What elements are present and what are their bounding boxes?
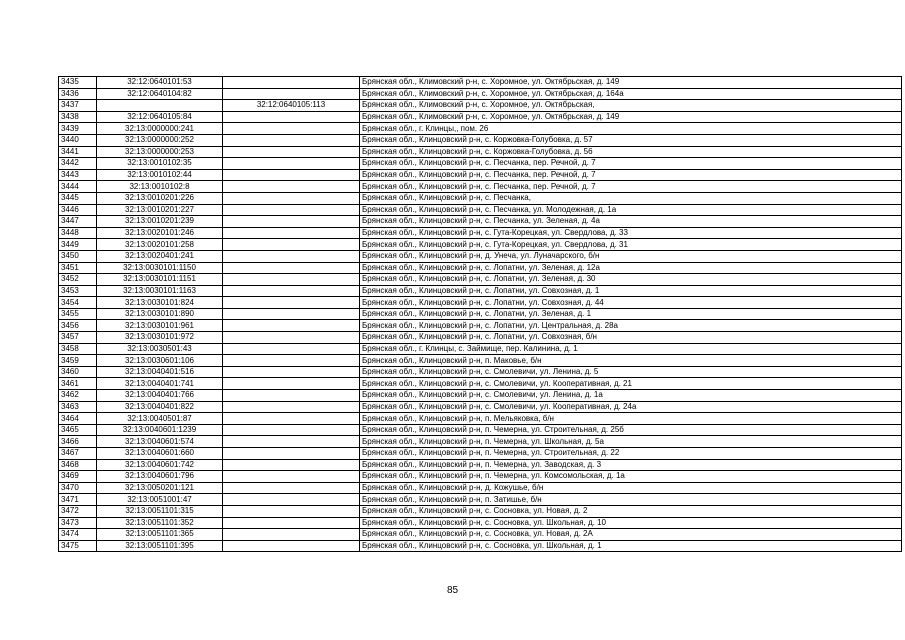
building-cadastral-cell (223, 134, 360, 146)
row-number-cell: 3451 (59, 262, 97, 274)
building-cadastral-cell (223, 471, 360, 483)
table-row (59, 216, 902, 228)
cadastral-number-cell: 32:13:0010201:239 (97, 216, 223, 228)
row-number-cell: 3459 (59, 355, 97, 367)
building-cadastral-cell (223, 505, 360, 517)
cadastral-number-cell: 32:13:0030101:1163 (97, 285, 223, 297)
table-row (59, 459, 902, 471)
address-cell: Брянская обл., Клинцовский р-н, с. Песчанка, ул. Молодежная, д. 1а (360, 204, 902, 216)
row-number-cell: 3458 (59, 343, 97, 355)
building-cadastral-cell (223, 88, 360, 100)
row-number-cell: 3450 (59, 250, 97, 262)
row-number-cell: 3472 (59, 505, 97, 517)
cadastral-number-cell: 32:13:0040401:766 (97, 390, 223, 402)
row-number-cell: 3474 (59, 529, 97, 541)
address-cell: Брянская обл., г. Клинцы, с. Займище, пер. Калинина, д. 1 (360, 343, 902, 355)
property-registry-table (58, 76, 902, 552)
address-cell: Брянская обл., Клинцовский р-н, с. Лопатни, ул. Совхозная, д. 1 (360, 285, 902, 297)
table-row (59, 413, 902, 425)
table-row (59, 378, 902, 390)
cadastral-number-cell: 32:13:0040601:574 (97, 436, 223, 448)
row-number-cell: 3461 (59, 378, 97, 390)
table-row (59, 436, 902, 448)
building-cadastral-cell (223, 169, 360, 181)
address-cell: Брянская обл., Клинцовский р-н, с. Гута-Корецкая, ул. Свердлова, д. 33 (360, 227, 902, 239)
cadastral-number-cell: 32:13:0040401:516 (97, 366, 223, 378)
cadastral-number-cell: 32:13:0040601:1239 (97, 424, 223, 436)
building-cadastral-cell (223, 378, 360, 390)
table-row (59, 146, 902, 158)
row-number-cell: 3462 (59, 390, 97, 402)
building-cadastral-cell (223, 413, 360, 425)
building-cadastral-cell (223, 390, 360, 402)
cadastral-number-cell: 32:13:0000000:253 (97, 146, 223, 158)
address-cell: Брянская обл., Клинцовский р-н, д. Унеча, ул. Луначарского, б/н (360, 250, 902, 262)
building-cadastral-cell (223, 529, 360, 541)
address-cell: Брянская обл., Климовский р-н, с. Хоромное, ул. Октябрьская, д. 149 (360, 77, 902, 89)
address-cell: Брянская обл., Клинцовский р-н, с. Гута-Корецкая, ул. Свердлова, д. 31 (360, 239, 902, 251)
cadastral-number-cell: 32:13:0040601:796 (97, 471, 223, 483)
address-cell: Брянская обл., г. Клинцы,, пом. 26 (360, 123, 902, 135)
building-cadastral-cell (223, 239, 360, 251)
building-cadastral-cell (223, 123, 360, 135)
address-cell: Брянская обл., Клинцовский р-н, с. Песчанка, пер. Речной, д. 7 (360, 158, 902, 170)
cadastral-number-cell: 32:13:0030101:961 (97, 320, 223, 332)
building-cadastral-cell (223, 146, 360, 158)
cadastral-number-cell: 32:13:0030601:106 (97, 355, 223, 367)
cadastral-number-cell: 32:13:0051101:395 (97, 540, 223, 552)
building-cadastral-cell (223, 158, 360, 170)
building-cadastral-cell (223, 320, 360, 332)
address-cell: Брянская обл., Клинцовский р-н, с. Песчанка, пер. Речной, д. 7 (360, 169, 902, 181)
address-cell: Брянская обл., Клинцовский р-н, п. Затишье, б/н (360, 494, 902, 506)
table-row (59, 181, 902, 193)
address-cell: Брянская обл., Клинцовский р-н, с. Песчанка, (360, 192, 902, 204)
table-row (59, 227, 902, 239)
cadastral-number-cell: 32:13:0000000:241 (97, 123, 223, 135)
table-row (59, 204, 902, 216)
cadastral-number-cell: 32:13:0040401:822 (97, 401, 223, 413)
row-number-cell: 3446 (59, 204, 97, 216)
cadastral-number-cell: 32:13:0010102:8 (97, 181, 223, 193)
address-cell: Брянская обл., Клинцовский р-н, с. Лопатни, ул. Центральная, д. 28а (360, 320, 902, 332)
building-cadastral-cell (223, 308, 360, 320)
cadastral-number-cell: 32:13:0030101:972 (97, 332, 223, 344)
table-row (59, 355, 902, 367)
address-cell: Брянская обл., Клинцовский р-н, с. Песчанка, пер. Речной, д. 7 (360, 181, 902, 193)
building-cadastral-cell (223, 285, 360, 297)
address-cell: Брянская обл., Клинцовский р-н, с. Смолевичи, ул. Кооперативная, д. 21 (360, 378, 902, 390)
address-cell: Брянская обл., Клинцовский р-н, п. Чемерна, ул. Школьная, д. 5а (360, 436, 902, 448)
row-number-cell: 3444 (59, 181, 97, 193)
address-cell: Брянская обл., Клинцовский р-н, с. Смолевичи, ул. Ленина, д. 1а (360, 390, 902, 402)
address-cell: Брянская обл., Клинцовский р-н, с. Лопатни, ул. Зеленая, д. 30 (360, 274, 902, 286)
row-number-cell: 3475 (59, 540, 97, 552)
cadastral-number-cell: 32:13:0030501:43 (97, 343, 223, 355)
table-row (59, 262, 902, 274)
table-row (59, 134, 902, 146)
building-cadastral-cell (223, 343, 360, 355)
address-cell: Брянская обл., Клинцовский р-н, с. Лопатни, ул. Зеленая, д. 12а (360, 262, 902, 274)
address-cell: Брянская обл., Клинцовский р-н, с. Песчанка, ул. Зеленая, д. 4а (360, 216, 902, 228)
table-row (59, 540, 902, 552)
building-cadastral-cell (223, 424, 360, 436)
row-number-cell: 3456 (59, 320, 97, 332)
cadastral-number-cell: 32:13:0030101:824 (97, 297, 223, 309)
row-number-cell: 3445 (59, 192, 97, 204)
row-number-cell: 3466 (59, 436, 97, 448)
address-cell: Брянская обл., Климовский р-н, с. Хоромное, ул. Октябрьская, д. 164а (360, 88, 902, 100)
cadastral-number-cell: 32:13:0010201:227 (97, 204, 223, 216)
building-cadastral-cell (223, 332, 360, 344)
address-cell: Брянская обл., Клинцовский р-н, с. Сосновка, ул. Школьная, д. 10 (360, 517, 902, 529)
table-row (59, 332, 902, 344)
building-cadastral-cell (223, 459, 360, 471)
building-cadastral-cell (223, 401, 360, 413)
cadastral-number-cell: 32:13:0020101:258 (97, 239, 223, 251)
row-number-cell: 3464 (59, 413, 97, 425)
table-row (59, 366, 902, 378)
cadastral-number-cell: 32:13:0020101:246 (97, 227, 223, 239)
address-cell: Брянская обл., Клинцовский р-н, с. Коржовка-Голубовка, д. 56 (360, 146, 902, 158)
row-number-cell: 3443 (59, 169, 97, 181)
row-number-cell: 3436 (59, 88, 97, 100)
cadastral-number-cell: 32:12:0640105:84 (97, 111, 223, 123)
page-number: 85 (446, 585, 459, 596)
table-row (59, 401, 902, 413)
address-cell: Брянская обл., Климовский р-н, с. Хоромное, ул. Октябрьская, д. 149 (360, 111, 902, 123)
cadastral-number-cell: 32:12:0640104:82 (97, 88, 223, 100)
table-row (59, 308, 902, 320)
table-row (59, 250, 902, 262)
cadastral-number-cell: 32:13:0000000:252 (97, 134, 223, 146)
cadastral-number-cell: 32:13:0030101:890 (97, 308, 223, 320)
row-number-cell: 3438 (59, 111, 97, 123)
building-cadastral-cell (223, 181, 360, 193)
address-cell: Брянская обл., Клинцовский р-н, с. Сосновка, ул. Школьная, д. 1 (360, 540, 902, 552)
cadastral-number-cell: 32:13:0040501:87 (97, 413, 223, 425)
cadastral-number-cell: 32:13:0051101:315 (97, 505, 223, 517)
cadastral-number-cell: 32:13:0010102:35 (97, 158, 223, 170)
address-cell: Брянская обл., Климовский р-н, с. Хоромное, ул. Октябрьская, (360, 100, 902, 112)
table-row (59, 297, 902, 309)
building-cadastral-cell (223, 448, 360, 460)
row-number-cell: 3447 (59, 216, 97, 228)
address-cell: Брянская обл., Клинцовский р-н, с. Смолевичи, ул. Ленина, д. 5 (360, 366, 902, 378)
row-number-cell: 3471 (59, 494, 97, 506)
cadastral-number-cell: 32:13:0040401:741 (97, 378, 223, 390)
row-number-cell: 3473 (59, 517, 97, 529)
cadastral-number-cell: 32:13:0020401:241 (97, 250, 223, 262)
building-cadastral-cell (223, 366, 360, 378)
row-number-cell: 3449 (59, 239, 97, 251)
building-cadastral-cell (223, 262, 360, 274)
row-number-cell: 3453 (59, 285, 97, 297)
table-row (59, 424, 902, 436)
address-cell: Брянская обл., Клинцовский р-н, с. Сосновка, ул. Новая, д. 2 (360, 505, 902, 517)
cadastral-number-cell: 32:13:0040601:660 (97, 448, 223, 460)
building-cadastral-cell (223, 482, 360, 494)
address-cell: Брянская обл., Клинцовский р-н, с. Смолевичи, ул. Кооперативная, д. 24а (360, 401, 902, 413)
table-row (59, 169, 902, 181)
address-cell: Брянская обл., Клинцовский р-н, с. Лопатни, ул. Зеленая, д. 1 (360, 308, 902, 320)
table-row (59, 494, 902, 506)
row-number-cell: 3435 (59, 77, 97, 89)
address-cell: Брянская обл., Клинцовский р-н, п. Чемерна, ул. Строительная, д. 25б (360, 424, 902, 436)
table-row (59, 320, 902, 332)
table-row (59, 239, 902, 251)
table-row (59, 192, 902, 204)
building-cadastral-cell (223, 204, 360, 216)
row-number-cell: 3448 (59, 227, 97, 239)
building-cadastral-cell (223, 297, 360, 309)
table-row (59, 505, 902, 517)
table-row (59, 529, 902, 541)
building-cadastral-cell (223, 494, 360, 506)
cadastral-number-cell (97, 100, 223, 112)
row-number-cell: 3454 (59, 297, 97, 309)
row-number-cell: 3439 (59, 123, 97, 135)
table-row (59, 158, 902, 170)
cadastral-number-cell: 32:13:0051001:47 (97, 494, 223, 506)
address-cell: Брянская обл., Клинцовский р-н, с. Коржовка-Голубовка, д. 57 (360, 134, 902, 146)
address-cell: Брянская обл., Клинцовский р-н, п. Чемерна, ул. Комсомольская, д. 1а (360, 471, 902, 483)
address-cell: Брянская обл., Клинцовский р-н, п. Маковье, б/н (360, 355, 902, 367)
cadastral-number-cell: 32:12:0640101:53 (97, 77, 223, 89)
table-row (59, 482, 902, 494)
address-cell: Брянская обл., Клинцовский р-н, п. Чемерна, ул. Заводская, д. 3 (360, 459, 902, 471)
row-number-cell: 3465 (59, 424, 97, 436)
table-row (59, 471, 902, 483)
row-number-cell: 3442 (59, 158, 97, 170)
address-cell: Брянская обл., Клинцовский р-н, с. Лопатни, ул. Совхозная, б/н (360, 332, 902, 344)
building-cadastral-cell (223, 540, 360, 552)
address-cell: Брянская обл., Клинцовский р-н, д. Кожушье, б/н (360, 482, 902, 494)
cadastral-number-cell: 32:13:0030101:1151 (97, 274, 223, 286)
row-number-cell: 3455 (59, 308, 97, 320)
building-cadastral-cell (223, 436, 360, 448)
building-cadastral-cell (223, 355, 360, 367)
table-row (59, 517, 902, 529)
table-row (59, 274, 902, 286)
cadastral-number-cell: 32:13:0030101:1150 (97, 262, 223, 274)
table-row (59, 100, 902, 112)
building-cadastral-cell: 32:12:0640105:113 (223, 100, 360, 112)
row-number-cell: 3469 (59, 471, 97, 483)
building-cadastral-cell (223, 517, 360, 529)
row-number-cell: 3441 (59, 146, 97, 158)
table-row (59, 123, 902, 135)
row-number-cell: 3468 (59, 459, 97, 471)
table-row (59, 343, 902, 355)
building-cadastral-cell (223, 216, 360, 228)
table-row (59, 285, 902, 297)
address-cell: Брянская обл., Клинцовский р-н, с. Сосновка, ул. Новая, д. 2А (360, 529, 902, 541)
row-number-cell: 3470 (59, 482, 97, 494)
cadastral-number-cell: 32:13:0040601:742 (97, 459, 223, 471)
building-cadastral-cell (223, 111, 360, 123)
address-cell: Брянская обл., Клинцовский р-н, п. Мельяковка, б/н (360, 413, 902, 425)
row-number-cell: 3437 (59, 100, 97, 112)
building-cadastral-cell (223, 250, 360, 262)
building-cadastral-cell (223, 192, 360, 204)
table-body (59, 77, 902, 552)
row-number-cell: 3440 (59, 134, 97, 146)
address-cell: Брянская обл., Клинцовский р-н, п. Чемерна, ул. Строительная, д. 22 (360, 448, 902, 460)
table-row (59, 88, 902, 100)
cadastral-number-cell: 32:13:0050201:121 (97, 482, 223, 494)
row-number-cell: 3460 (59, 366, 97, 378)
cadastral-number-cell: 32:13:0051101:352 (97, 517, 223, 529)
cadastral-number-cell: 32:13:0010102:44 (97, 169, 223, 181)
address-cell: Брянская обл., Клинцовский р-н, с. Лопатни, ул. Совхозная, д. 44 (360, 297, 902, 309)
building-cadastral-cell (223, 77, 360, 89)
table-row (59, 77, 902, 89)
row-number-cell: 3457 (59, 332, 97, 344)
table-row (59, 448, 902, 460)
table-row (59, 111, 902, 123)
row-number-cell: 3463 (59, 401, 97, 413)
cadastral-number-cell: 32:13:0010201:226 (97, 192, 223, 204)
building-cadastral-cell (223, 274, 360, 286)
building-cadastral-cell (223, 227, 360, 239)
cadastral-number-cell: 32:13:0051101:365 (97, 529, 223, 541)
row-number-cell: 3452 (59, 274, 97, 286)
row-number-cell: 3467 (59, 448, 97, 460)
table-row (59, 390, 902, 402)
